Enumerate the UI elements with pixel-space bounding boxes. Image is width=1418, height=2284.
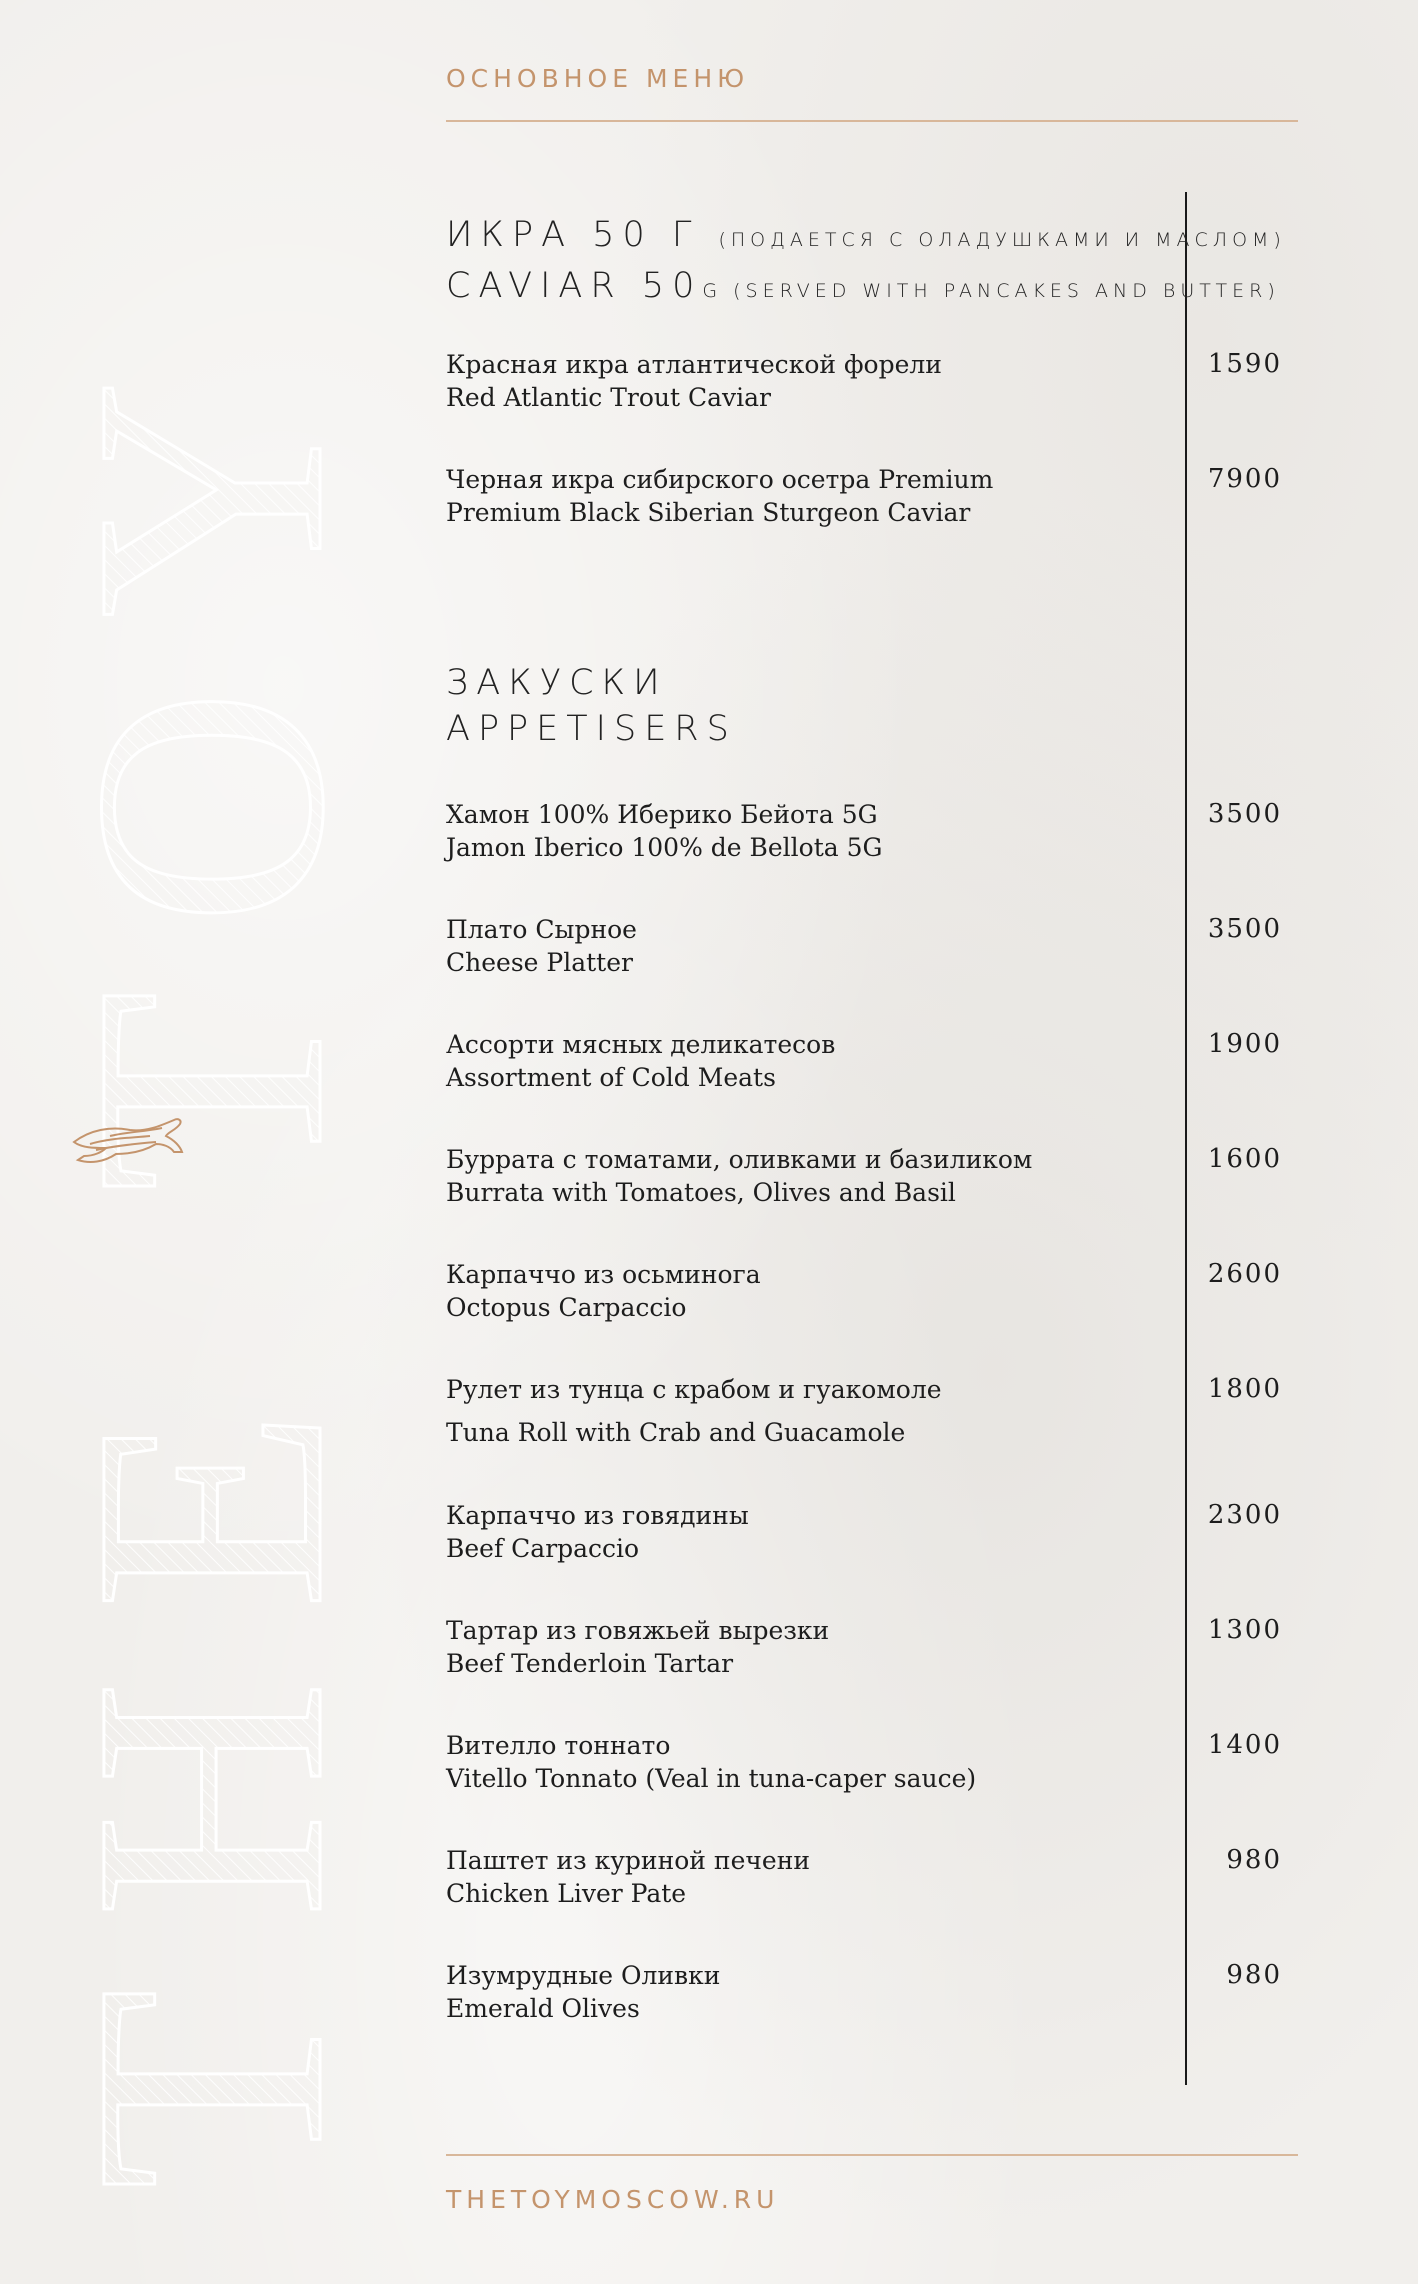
menu-item xyxy=(446,1499,1286,1565)
item-price: 1900 xyxy=(1207,1029,1282,1059)
section-note-en: G (SERVED WITH PANCAKES AND BUTTER) xyxy=(702,280,1280,302)
section-title-en-line xyxy=(446,263,1286,314)
item-name-en: Octopus Carpaccio xyxy=(446,1293,687,1322)
menu-item xyxy=(446,1258,1286,1324)
header-divider xyxy=(446,120,1298,122)
item-name-en: Cheese Platter xyxy=(446,948,633,977)
menu-item xyxy=(446,348,1286,414)
item-name-ru: Паштет из куриной печени xyxy=(446,1846,811,1875)
item-name-ru: Красная икра атлантической форели xyxy=(446,350,942,379)
dog-emblem-icon xyxy=(70,1112,188,1168)
menu-item xyxy=(446,1028,1286,1094)
item-price: 3500 xyxy=(1207,914,1282,944)
item-price: 980 xyxy=(1226,1960,1282,1990)
item-name-en: Vitello Tonnato (Veal in tuna-caper sauce) xyxy=(446,1764,977,1793)
item-price: 1800 xyxy=(1207,1374,1282,1404)
item-name-en: Beef Tenderloin Tartar xyxy=(446,1649,734,1678)
item-name-en: Chicken Liver Pate xyxy=(446,1879,687,1908)
item-name-en: Red Atlantic Trout Caviar xyxy=(446,383,771,412)
menu-item xyxy=(446,1143,1286,1209)
section-title-en: APPETISERS xyxy=(446,709,737,749)
item-price: 980 xyxy=(1226,1845,1282,1875)
item-name-ru: Вителло тоннато xyxy=(446,1731,671,1760)
section-title-ru: ЗАКУСКИ xyxy=(446,663,668,703)
menu-item xyxy=(446,1614,1286,1680)
item-name-ru: Черная икра сибирского осетра Premium xyxy=(446,465,994,494)
menu-header-label: ОСНОВНОЕ МЕНЮ xyxy=(446,64,750,93)
item-price: 3500 xyxy=(1207,799,1282,829)
section-title-caviar xyxy=(446,212,1286,314)
section-title-en: CAVIAR 50 xyxy=(446,266,703,306)
item-name-ru: Карпаччо из осьминога xyxy=(446,1260,761,1289)
item-price: 1590 xyxy=(1207,349,1282,379)
menu-item xyxy=(446,1959,1286,2025)
item-name-en: Tuna Roll with Crab and Guacamole xyxy=(446,1418,906,1447)
item-price: 2600 xyxy=(1207,1259,1282,1289)
item-name-ru: Изумрудные Оливки xyxy=(446,1961,721,1990)
section-title-appetisers xyxy=(446,660,737,752)
item-name-ru: Ассорти мясных деликатесов xyxy=(446,1030,836,1059)
item-price: 1400 xyxy=(1207,1730,1282,1760)
item-name-ru: Буррата с томатами, оливками и базиликом xyxy=(446,1145,1033,1174)
menu-item xyxy=(446,798,1286,864)
menu-item xyxy=(446,1729,1286,1795)
website-link[interactable]: THETOYMOSCOW.RU xyxy=(446,2185,780,2214)
menu-item xyxy=(446,1373,1286,1449)
item-name-ru: Рулет из тунца с крабом и гуакомоле xyxy=(446,1375,942,1404)
item-price: 1300 xyxy=(1207,1615,1282,1645)
item-name-ru: Плато Сырное xyxy=(446,915,637,944)
item-name-en: Burrata with Tomatoes, Olives and Basil xyxy=(446,1178,956,1207)
item-price: 7900 xyxy=(1207,464,1282,494)
menu-item xyxy=(446,463,1286,529)
footer-divider xyxy=(446,2154,1298,2156)
menu-item xyxy=(446,1844,1286,1910)
item-name-en: Beef Carpaccio xyxy=(446,1534,640,1563)
item-name-ru: Карпаччо из говядины xyxy=(446,1501,749,1530)
item-name-en: Premium Black Siberian Sturgeon Caviar xyxy=(446,498,971,527)
item-price: 1600 xyxy=(1207,1144,1282,1174)
item-name-ru: Тартар из говяжьей вырезки xyxy=(446,1616,830,1645)
item-name-en: Assortment of Cold Meats xyxy=(446,1063,776,1092)
menu-item xyxy=(446,913,1286,979)
section-title-ru: ИКРА 50 Г xyxy=(446,215,700,255)
section-note-ru: (ПОДАЕТСЯ С ОЛАДУШКАМИ И МАСЛОМ) xyxy=(718,229,1286,251)
item-name-en: Jamon Iberico 100% de Bellota 5G xyxy=(446,833,883,862)
item-name-en: Emerald Olives xyxy=(446,1994,640,2023)
side-logo-text: THE TOY xyxy=(27,309,392,2190)
item-price: 2300 xyxy=(1207,1500,1282,1530)
section-title-ru-line xyxy=(446,212,1286,263)
item-name-ru: Хамон 100% Иберико Бейота 5G xyxy=(446,800,878,829)
